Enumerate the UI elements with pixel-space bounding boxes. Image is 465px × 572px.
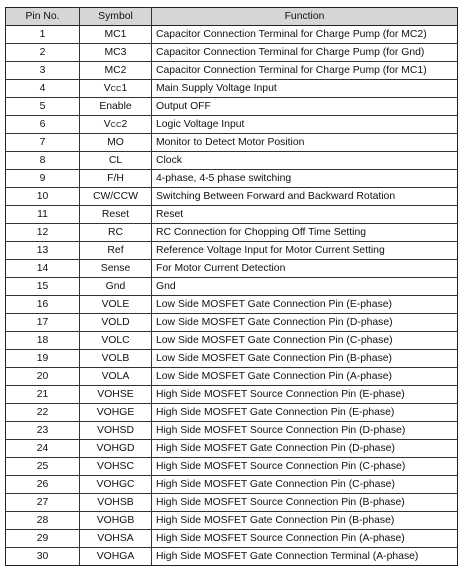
table-row xyxy=(6,494,458,512)
function-cell: Gnd xyxy=(152,278,458,296)
pin-table-container xyxy=(5,7,457,566)
function-cell: High Side MOSFET Source Connection Pin (D-phase) xyxy=(152,422,458,440)
pin-number-cell: 28 xyxy=(6,512,80,530)
symbol-subscript: CC xyxy=(110,120,122,129)
symbol-cell: VOHSE xyxy=(80,386,152,404)
symbol-cell: VOHSD xyxy=(80,422,152,440)
symbol-cell: VOHGA xyxy=(80,548,152,566)
symbol-cell: MC3 xyxy=(80,44,152,62)
symbol-cell: CL xyxy=(80,152,152,170)
table-row xyxy=(6,44,458,62)
pin-number-cell: 2 xyxy=(6,44,80,62)
table-row xyxy=(6,422,458,440)
symbol-cell: VOHGD xyxy=(80,440,152,458)
symbol-cell: MC2 xyxy=(80,62,152,80)
pin-number-cell: 3 xyxy=(6,62,80,80)
table-row xyxy=(6,440,458,458)
table-row xyxy=(6,242,458,260)
pin-number-cell: 8 xyxy=(6,152,80,170)
pin-number-cell: 25 xyxy=(6,458,80,476)
header-pin-no: Pin No. xyxy=(6,8,80,26)
pin-number-cell: 11 xyxy=(6,206,80,224)
symbol-cell xyxy=(80,80,152,98)
symbol-cell: VOHSC xyxy=(80,458,152,476)
symbol-cell: MO xyxy=(80,134,152,152)
function-cell: Low Side MOSFET Gate Connection Pin (A-phase) xyxy=(152,368,458,386)
symbol-cell: Gnd xyxy=(80,278,152,296)
table-row xyxy=(6,98,458,116)
pin-number-cell: 20 xyxy=(6,368,80,386)
function-cell: Output OFF xyxy=(152,98,458,116)
symbol-cell xyxy=(80,116,152,134)
pin-number-cell: 14 xyxy=(6,260,80,278)
pin-number-cell: 12 xyxy=(6,224,80,242)
symbol-subscript: CC xyxy=(110,84,122,93)
function-cell: Low Side MOSFET Gate Connection Pin (D-phase) xyxy=(152,314,458,332)
table-row xyxy=(6,512,458,530)
function-cell: 4-phase, 4-5 phase switching xyxy=(152,170,458,188)
pin-number-cell: 17 xyxy=(6,314,80,332)
table-row xyxy=(6,332,458,350)
function-cell: Switching Between Forward and Backward Rotation xyxy=(152,188,458,206)
symbol-cell: VOHGE xyxy=(80,404,152,422)
function-cell: High Side MOSFET Source Connection Pin (A-phase) xyxy=(152,530,458,548)
function-cell: Clock xyxy=(152,152,458,170)
table-row xyxy=(6,152,458,170)
pin-number-cell: 16 xyxy=(6,296,80,314)
function-cell: High Side MOSFET Gate Connection Pin (D-phase) xyxy=(152,440,458,458)
symbol-cell: Sense xyxy=(80,260,152,278)
symbol-cell: VOLE xyxy=(80,296,152,314)
symbol-cell: VOHGC xyxy=(80,476,152,494)
pin-number-cell: 27 xyxy=(6,494,80,512)
symbol-main: V xyxy=(103,119,111,130)
pin-number-cell: 7 xyxy=(6,134,80,152)
symbol-cell: F/H xyxy=(80,170,152,188)
function-cell: Main Supply Voltage Input xyxy=(152,80,458,98)
pin-number-cell: 21 xyxy=(6,386,80,404)
symbol-cell: VOHGB xyxy=(80,512,152,530)
function-cell: Monitor to Detect Motor Position xyxy=(152,134,458,152)
table-row xyxy=(6,116,458,134)
function-cell: High Side MOSFET Source Connection Pin (E-phase) xyxy=(152,386,458,404)
function-cell: High Side MOSFET Gate Connection Pin (C-phase) xyxy=(152,476,458,494)
table-row xyxy=(6,62,458,80)
function-cell: Capacitor Connection Terminal for Charge Pump (for MC2) xyxy=(152,26,458,44)
table-row xyxy=(6,458,458,476)
function-cell: Low Side MOSFET Gate Connection Pin (C-phase) xyxy=(152,332,458,350)
table-row xyxy=(6,224,458,242)
table-row xyxy=(6,476,458,494)
symbol-cell: Reset xyxy=(80,206,152,224)
symbol-main: V xyxy=(103,83,111,94)
table-row xyxy=(6,188,458,206)
table-row xyxy=(6,386,458,404)
pin-number-cell: 1 xyxy=(6,26,80,44)
symbol-cell: Ref xyxy=(80,242,152,260)
header-row xyxy=(6,8,458,26)
table-row xyxy=(6,404,458,422)
function-cell: For Motor Current Detection xyxy=(152,260,458,278)
pin-number-cell: 4 xyxy=(6,80,80,98)
pin-number-cell: 29 xyxy=(6,530,80,548)
symbol-cell: VOHSA xyxy=(80,530,152,548)
pin-function-table xyxy=(5,7,458,566)
symbol-suffix: 1 xyxy=(121,83,128,94)
function-cell: Reference Voltage Input for Motor Current Setting xyxy=(152,242,458,260)
function-cell: Capacitor Connection Terminal for Charge Pump (for Gnd) xyxy=(152,44,458,62)
pin-number-cell: 19 xyxy=(6,350,80,368)
pin-number-cell: 18 xyxy=(6,332,80,350)
pin-number-cell: 6 xyxy=(6,116,80,134)
pin-number-cell: 9 xyxy=(6,170,80,188)
table-row xyxy=(6,530,458,548)
pin-number-cell: 22 xyxy=(6,404,80,422)
symbol-cell: Enable xyxy=(80,98,152,116)
function-cell: High Side MOSFET Gate Connection Terminal (A-phase) xyxy=(152,548,458,566)
table-row xyxy=(6,548,458,566)
function-cell: Low Side MOSFET Gate Connection Pin (E-phase) xyxy=(152,296,458,314)
pin-number-cell: 30 xyxy=(6,548,80,566)
function-cell: Capacitor Connection Terminal for Charge Pump (for MC1) xyxy=(152,62,458,80)
function-cell: High Side MOSFET Source Connection Pin (B-phase) xyxy=(152,494,458,512)
symbol-cell: CW/CCW xyxy=(80,188,152,206)
table-row xyxy=(6,134,458,152)
function-cell: Low Side MOSFET Gate Connection Pin (B-phase) xyxy=(152,350,458,368)
function-cell: Logic Voltage Input xyxy=(152,116,458,134)
table-row xyxy=(6,170,458,188)
table-row xyxy=(6,368,458,386)
table-row xyxy=(6,80,458,98)
header-function: Function xyxy=(152,8,458,26)
pin-number-cell: 24 xyxy=(6,440,80,458)
table-row xyxy=(6,278,458,296)
pin-number-cell: 23 xyxy=(6,422,80,440)
table-body xyxy=(6,26,458,566)
symbol-cell: VOHSB xyxy=(80,494,152,512)
table-row xyxy=(6,350,458,368)
pin-number-cell: 26 xyxy=(6,476,80,494)
symbol-cell: VOLB xyxy=(80,350,152,368)
table-row xyxy=(6,296,458,314)
table-row xyxy=(6,206,458,224)
pin-number-cell: 15 xyxy=(6,278,80,296)
symbol-cell: VOLD xyxy=(80,314,152,332)
table-row xyxy=(6,314,458,332)
table-row xyxy=(6,26,458,44)
symbol-suffix: 2 xyxy=(121,119,128,130)
function-cell: High Side MOSFET Source Connection Pin (C-phase) xyxy=(152,458,458,476)
symbol-cell: MC1 xyxy=(80,26,152,44)
symbol-cell: VOLC xyxy=(80,332,152,350)
function-cell: RC Connection for Chopping Off Time Setting xyxy=(152,224,458,242)
table-row xyxy=(6,260,458,278)
pin-number-cell: 13 xyxy=(6,242,80,260)
pin-number-cell: 10 xyxy=(6,188,80,206)
symbol-cell: VOLA xyxy=(80,368,152,386)
function-cell: Reset xyxy=(152,206,458,224)
function-cell: High Side MOSFET Gate Connection Pin (B-phase) xyxy=(152,512,458,530)
pin-number-cell: 5 xyxy=(6,98,80,116)
symbol-cell: RC xyxy=(80,224,152,242)
function-cell: High Side MOSFET Gate Connection Pin (E-phase) xyxy=(152,404,458,422)
header-symbol: Symbol xyxy=(80,8,152,26)
